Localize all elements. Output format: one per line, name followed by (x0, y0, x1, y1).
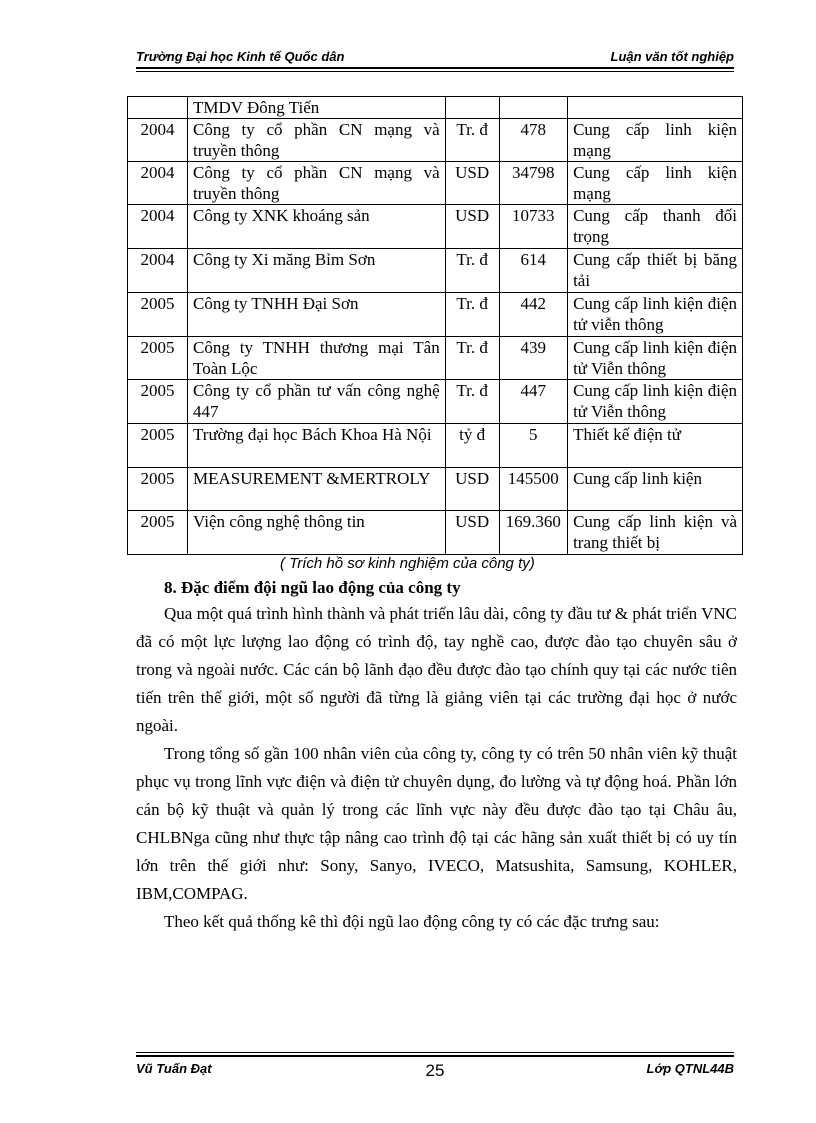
cell-customer: Viện công nghệ thông tin (188, 511, 446, 555)
table-row (128, 205, 743, 249)
cell-customer: Công ty XNK khoáng sản (188, 205, 446, 249)
cell-value: 439 (499, 337, 568, 380)
cell-description: Cung cấp linh kiện điện tử Viễn thông (568, 337, 743, 380)
cell-unit (445, 97, 499, 119)
cell-year: 2004 (128, 249, 188, 293)
cell-customer: Công ty cổ phần tư vấn công nghệ 447 (188, 380, 446, 424)
cell-year: 2004 (128, 119, 188, 162)
cell-unit: Tr. đ (445, 119, 499, 162)
page-header (136, 47, 734, 67)
table-row (128, 119, 743, 162)
cell-year: 2004 (128, 162, 188, 205)
cell-value: 614 (499, 249, 568, 293)
cell-description (568, 97, 743, 119)
cell-year: 2004 (128, 205, 188, 249)
cell-customer: Công ty TNHH thương mại Tân Toàn Lộc (188, 337, 446, 380)
cell-value: 145500 (499, 468, 568, 511)
cell-unit: USD (445, 162, 499, 205)
cell-value: 10733 (499, 205, 568, 249)
cell-description: Cung cấp linh kiện mạng (568, 162, 743, 205)
table-row (128, 511, 743, 555)
cell-description: Cung cấp linh kiện điện tử Viễn thông (568, 380, 743, 424)
table-row (128, 249, 743, 293)
cell-description: Cung cấp thiết bị băng tải (568, 249, 743, 293)
cell-customer: Công ty cổ phần CN mạng và truyền thông (188, 162, 446, 205)
cell-year: 2005 (128, 337, 188, 380)
cell-customer: Công ty Xi măng Bỉm Sơn (188, 249, 446, 293)
cell-unit: USD (445, 205, 499, 249)
cell-customer: Công ty cổ phần CN mạng và truyền thông (188, 119, 446, 162)
cell-description: Cung cấp thanh đối trọng (568, 205, 743, 249)
cell-value: 478 (499, 119, 568, 162)
table-row (128, 162, 743, 205)
cell-customer: Trường đại học Bách Khoa Hà Nội (188, 424, 446, 468)
cell-value: 442 (499, 293, 568, 337)
cell-customer: TMDV Đông Tiến (188, 97, 446, 119)
header-rule-thin (136, 71, 734, 72)
cell-description: Thiết kế điện tử (568, 424, 743, 468)
footer-rule-thin (136, 1052, 734, 1053)
page-number: 25 (425, 1061, 445, 1080)
cell-unit: USD (445, 511, 499, 555)
body-paragraph-3: Theo kết quả thống kê thì đội ngũ lao động công ty có các đặc trưng sau: (164, 912, 660, 931)
footer-class: Lớp QTNL44B (646, 1061, 734, 1076)
cell-year (128, 97, 188, 119)
section-title: 8. Đặc điểm đội ngũ lao động của công ty (164, 578, 461, 597)
table-row (128, 424, 743, 468)
cell-value: 34798 (499, 162, 568, 205)
body-paragraph-1: Qua một quá trình hình thành và phát triển lâu dài, công ty đầu tư & phát triển VNC đã có một lực lượng lao động có trình độ, tay nghề cao, được đào tạo chuyên sâu ở trong và ngoài nước. Các cán bộ lãnh đạo đều được đào tạo chính quy tại các nước tiên tiến trên thế giới, một số người đã từng là giảng viên tại các trường đại học ở nước ngoài. (136, 604, 737, 735)
cell-year: 2005 (128, 424, 188, 468)
header-doc-type: Luận văn tốt nghiệp (610, 49, 734, 64)
cell-unit: Tr. đ (445, 337, 499, 380)
cell-description: Cung cấp linh kiện và trang thiết bị (568, 511, 743, 555)
cell-year: 2005 (128, 468, 188, 511)
footer-author: Vũ Tuấn Đạt (136, 1061, 212, 1076)
cell-value: 447 (499, 380, 568, 424)
cell-year: 2005 (128, 293, 188, 337)
cell-unit: USD (445, 468, 499, 511)
table-row (128, 97, 743, 119)
table-caption: ( Trích hồ sơ kinh nghiệm của công ty) (280, 555, 535, 572)
cell-unit: tỷ đ (445, 424, 499, 468)
cell-value (499, 97, 568, 119)
cell-description: Cung cấp linh kiện mạng (568, 119, 743, 162)
cell-unit: Tr. đ (445, 249, 499, 293)
cell-value: 5 (499, 424, 568, 468)
cell-unit: Tr. đ (445, 293, 499, 337)
cell-year: 2005 (128, 380, 188, 424)
cell-customer: MEASUREMENT &MERTROLY (188, 468, 446, 511)
page-footer (136, 1060, 734, 1080)
footer-rule-thick (136, 1055, 734, 1057)
cell-year: 2005 (128, 511, 188, 555)
header-school: Trường Đại học Kinh tế Quốc dân (136, 49, 345, 64)
table-row (128, 337, 743, 380)
table-row (128, 468, 743, 511)
cell-customer: Công ty TNHH Đại Sơn (188, 293, 446, 337)
cell-description: Cung cấp linh kiện điện tử viễn thông (568, 293, 743, 337)
table-row (128, 380, 743, 424)
table-row (128, 293, 743, 337)
header-rule-thick (136, 67, 734, 69)
cell-unit: Tr. đ (445, 380, 499, 424)
body-paragraph-2: Trong tổng số gần 100 nhân viên của công ty, công ty có trên 50 nhân viên kỹ thuật phục vụ trong lĩnh vực điện và điện tử chuyên dụng, đo lường và tự động hoá. Phần lớn cán bộ kỹ thuật và quản lý trong các lĩnh vực này đều được đào tạo tại Châu âu, CHLBNga cũng như thực tập nâng cao trình độ tại các hãng sản xuất thiết bị có uy tín lớn trên thế giới như: Sony, Sanyo, IVECO, Matsushita, Samsung, KOHLER, IBM,COMPAG. (136, 744, 737, 903)
experience-table (127, 96, 743, 555)
cell-description: Cung cấp linh kiện (568, 468, 743, 511)
cell-value: 169.360 (499, 511, 568, 555)
